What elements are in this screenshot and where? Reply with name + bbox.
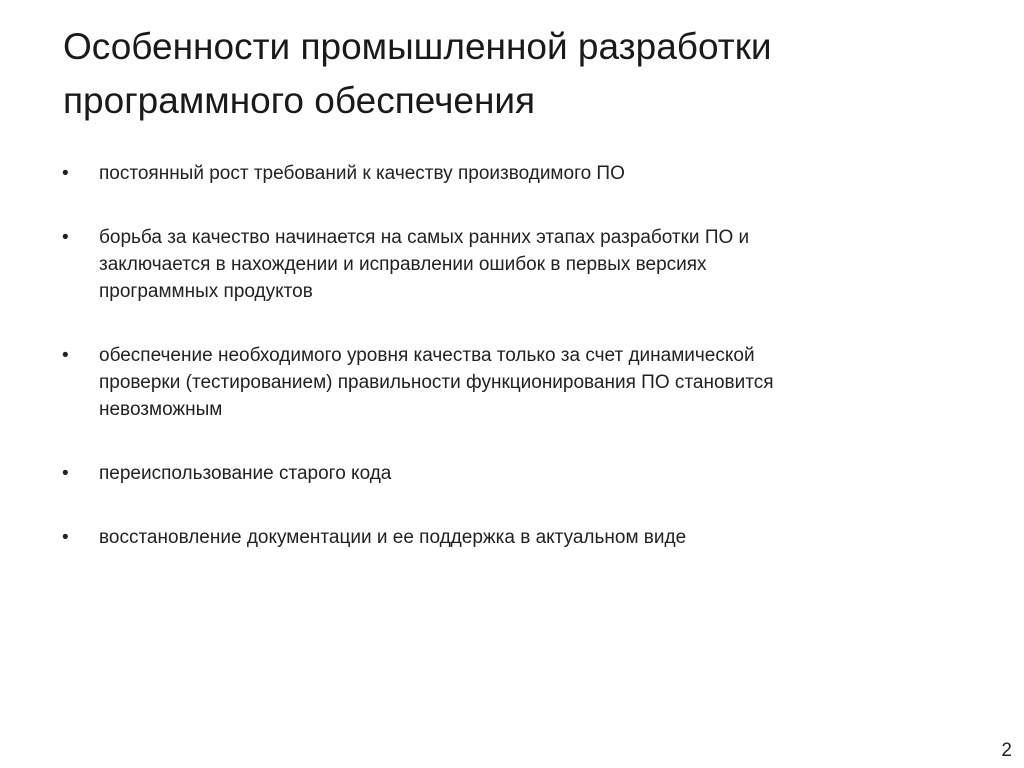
bullet-text-line: восстановление документации и ее поддержка в актуальном виде [99,527,687,548]
bullet-text-line: обеспечение необходимого уровня качества только за счет динамической [99,345,755,366]
page-title [63,20,963,128]
list-item [62,224,942,305]
bullet-text-line: борьба за качество начинается на самых ранних этапах разработки ПО и [99,227,750,248]
list-item [62,524,942,551]
bullet-marker: • [62,527,69,548]
bullet-marker: • [62,345,69,366]
list-item [62,460,942,487]
list-item [62,342,942,423]
bullet-text-line: заключается в нахождении и исправлении ошибок в первых версиях [99,254,707,275]
bullet-marker: • [62,463,69,484]
title-line-2: программного обеспечения [63,80,536,121]
bullet-marker: • [62,163,69,184]
bullet-text-line: постоянный рост требований к качеству производимого ПО [99,163,625,184]
bullet-text-line: переиспользование старого кода [99,463,392,484]
bullet-text-line: невозможным [99,399,223,420]
list-item [62,160,942,187]
bullet-text-line: программных продуктов [99,281,313,302]
bullet-list [62,160,942,551]
page-number: 2 [1001,740,1012,761]
title-line-1: Особенности промышленной разработки [63,26,772,67]
bullet-marker: • [62,227,69,248]
bullet-text-line: проверки (тестированием) правильности функционирования ПО становится [99,372,774,393]
